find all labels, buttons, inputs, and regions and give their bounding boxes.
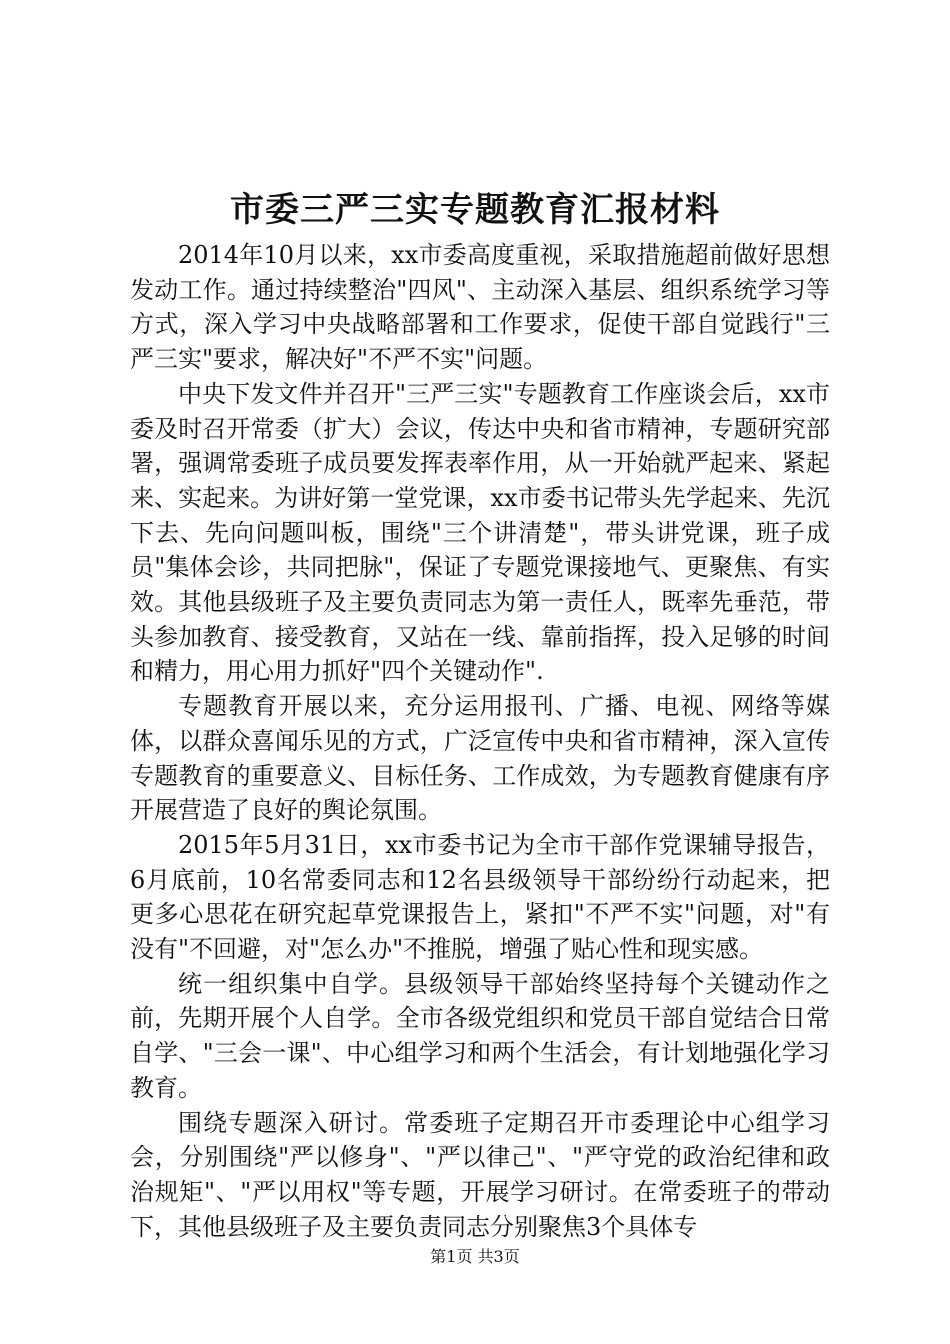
paragraph-4: 2015年5月31日，xx市委书记为全市干部作党课辅导报告，6月底前，10名常委同志和12名县级领导干部纷纷行动起来，把更多心思花在研究起草党课报告上，紧扣"不严不实"问题，对"有没有"不回避，对"怎么办"不推脱，增强了贴心性和现实感。 bbox=[130, 830, 830, 964]
paragraph-2: 中央下发文件并召开"三严三实"专题教育工作座谈会后，xx市委及时召开常委（扩大）会议，传达中央和省市精神，专题研究部署，强调常委班子成员要发挥表率作用，从一开始就严起来、紧起来、实起来。为讲好第一堂党课，xx市委书记带头先学起来、先沉下去、先向问题叫板，围绕"三个讲清楚"，带头讲党课，班子成员"集体会诊，共同把脉"，保证了专题党课接地气、更聚焦、有实效。其他县级班子及主要负责同志为第一责任人，既率先垂范，带头参加教育、接受教育，又站在一线、靠前指挥，投入足够的时间和精力，用心用力抓好"四个关键动作". bbox=[130, 379, 830, 686]
paragraph-5: 统一组织集中自学。县级领导干部始终坚持每个关键动作之前，先期开展个人自学。全市各级党组织和党员干部自觉结合日常自学、"三会一课"、中心组学习和两个生活会，有计划地强化学习教育。 bbox=[130, 969, 830, 1102]
page-number-footer: 第1页 共3页 bbox=[430, 1247, 520, 1266]
document-body bbox=[130, 238, 830, 1244]
paragraph-1: 2014年10月以来，xx市委高度重视，采取措施超前做好思想发动工作。通过持续整治"四风"、主动深入基层、组织系统学习等方式，深入学习中央战略部署和工作要求，促使干部自觉践行"三严三实"要求，解决好"不严不实"问题。 bbox=[130, 241, 830, 374]
document-title: 市委三严三实专题教育汇报材料 bbox=[230, 190, 720, 230]
paragraph-3: 专题教育开展以来，充分运用报刊、广播、电视、网络等媒体，以群众喜闻乐见的方式，广泛宣传中央和省市精神，深入宣传专题教育的重要意义、目标任务、工作成效，为专题教育健康有序开展营造了良好的舆论氛围。 bbox=[130, 692, 830, 825]
paragraph-6: 围绕专题深入研讨。常委班子定期召开市委理论中心组学习会，分别围绕"严以修身"、"严以律己"、"严守党的政治纪律和政治规矩"、"严以用权"等专题，开展学习研讨。在常委班子的带动下，其他县级班子及主要负责同志分别聚焦3个具体专 bbox=[130, 1108, 830, 1241]
